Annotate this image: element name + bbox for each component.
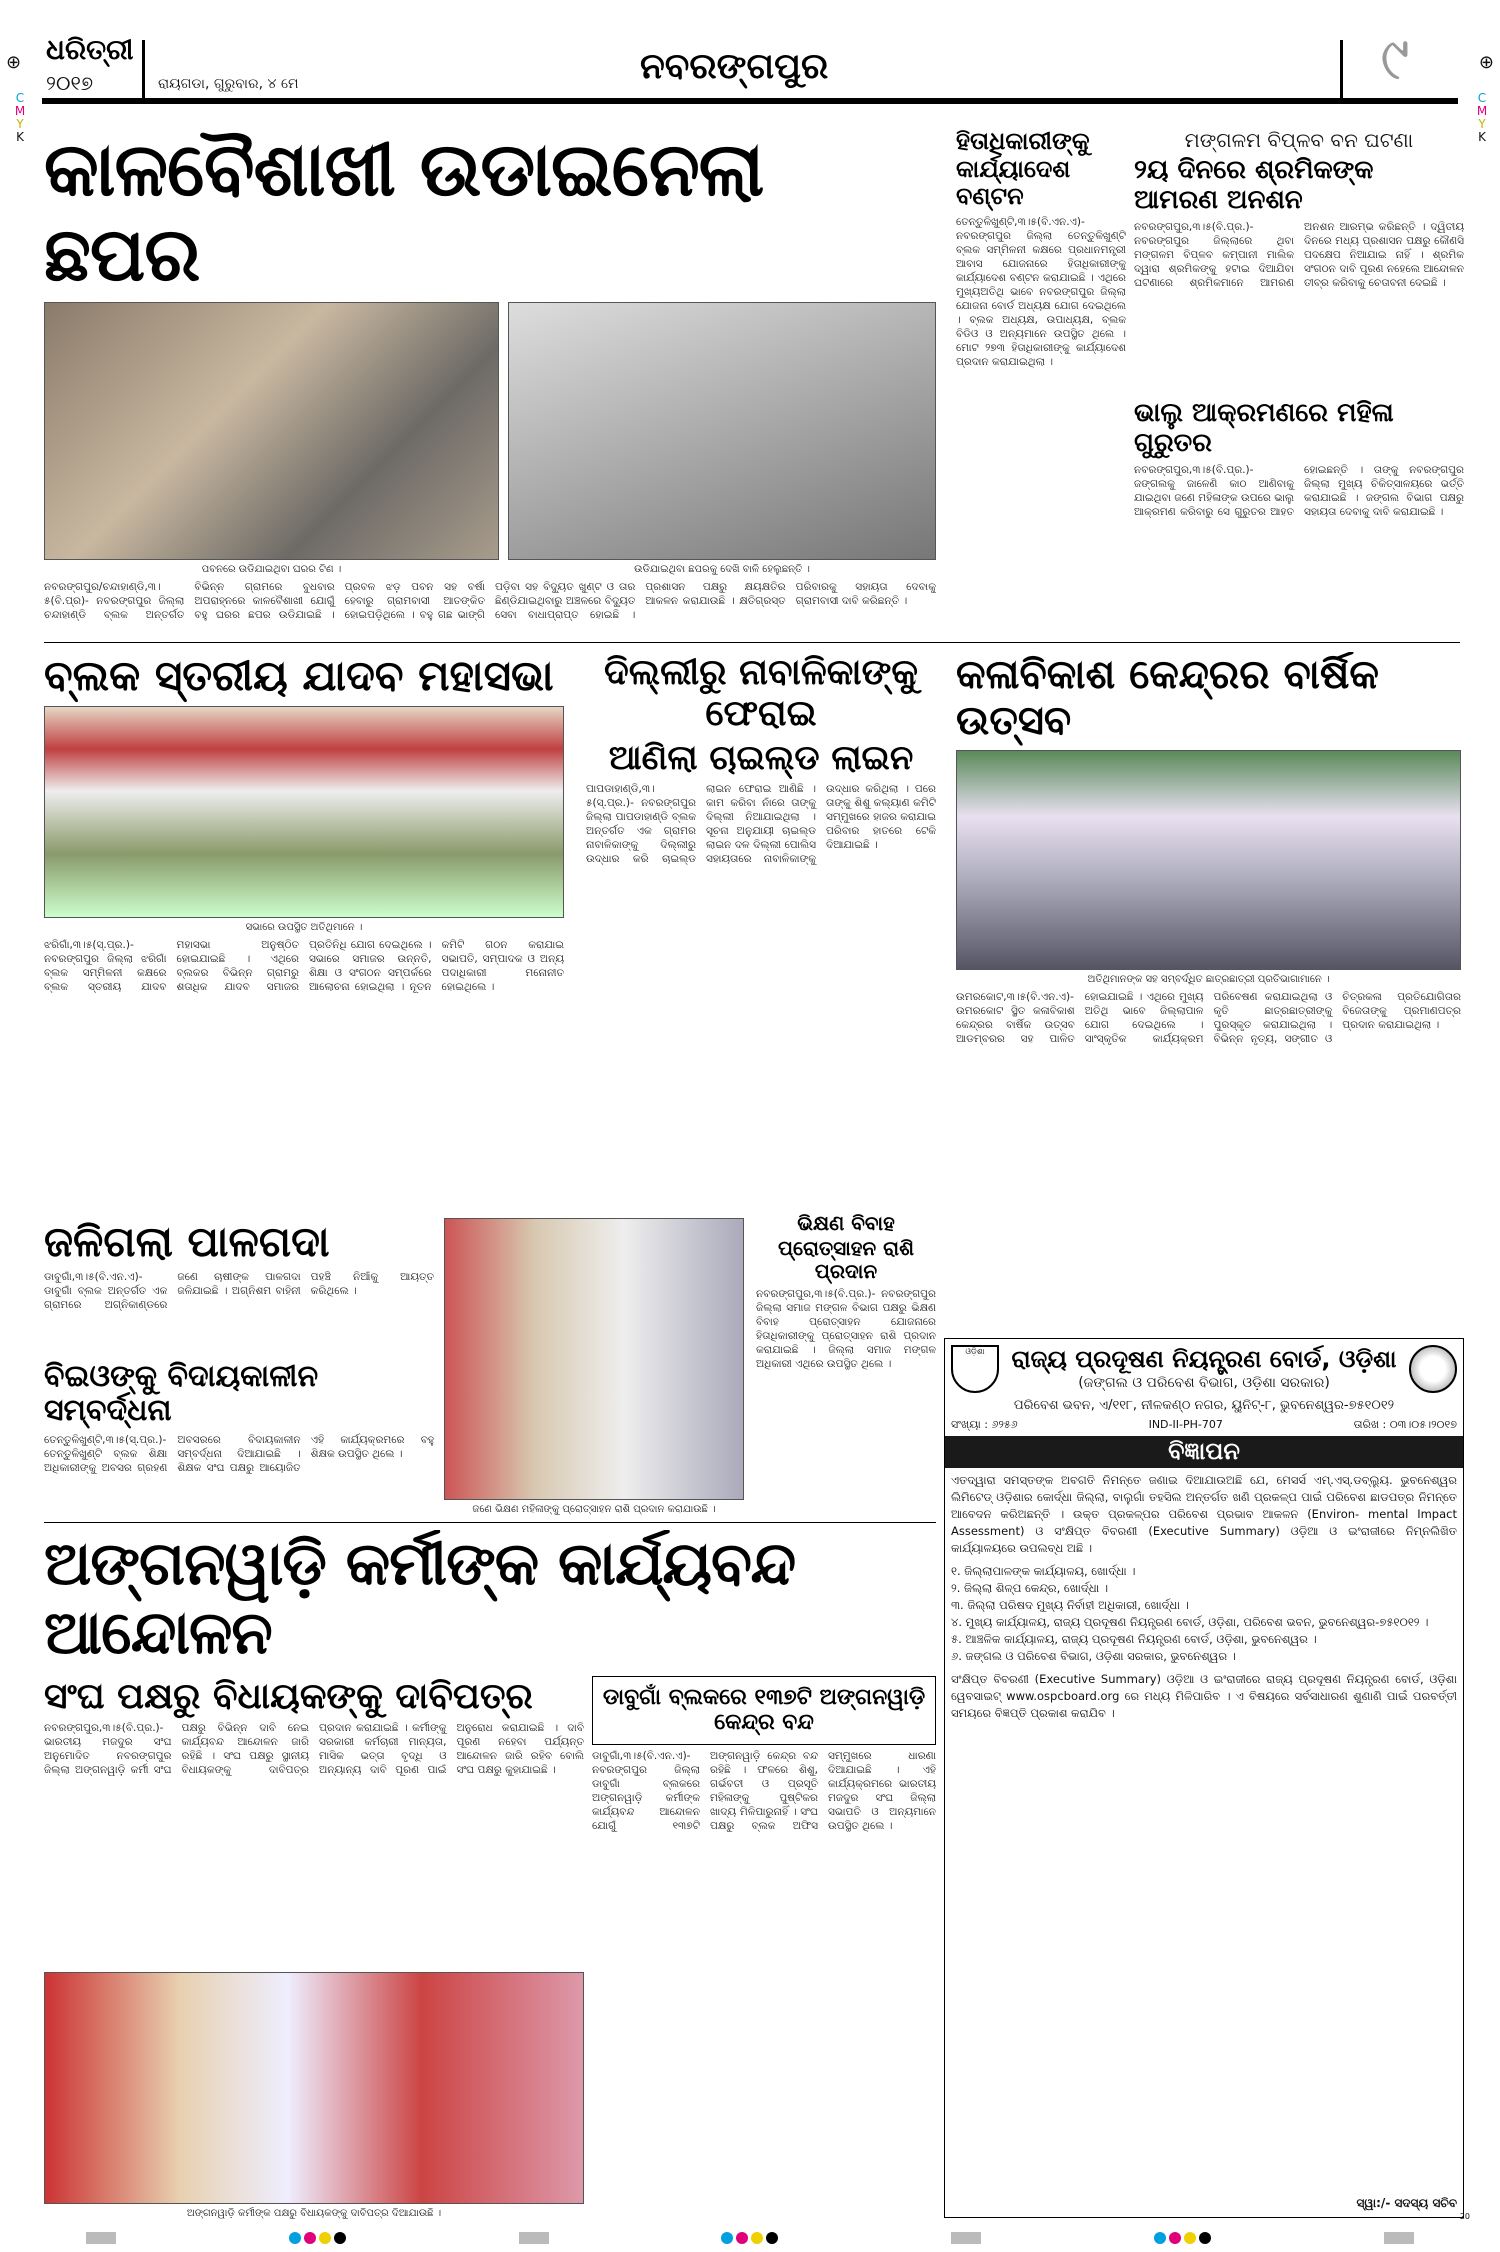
gray-patch: [519, 2232, 549, 2244]
article-disabled: [756, 1212, 936, 1516]
cmyk-strip: [14, 92, 26, 144]
caption: ଅଙ୍ଗନୱାଡ଼ି କର୍ମୀଙ୍କ ପକ୍ଷରୁ ବିଧାୟକଙ୍କୁ ଦାବିପତ୍ର ଦିଆଯାଉଛି ।: [186, 2208, 442, 2219]
article-childline: [586, 652, 936, 1212]
photo-house-interior: [508, 302, 936, 560]
article-body: ନବରଙ୍ଗପୁର,୩।୫(ବି.ପ୍ର.)- ନବରଙ୍ଗପୁର ଜିଲ୍ଲାରେ ଥିବା ମଙ୍ଗଳମ ବିପ୍ଳବ କମ୍ପାନୀ ମାଲିକ ଦ୍ୱାରା ଶ୍ରମିକଙ୍କୁ ହଟାଇ ଦିଆଯିବା ଘଟଣାରେ ଶ୍ରମିକମାନେ ଆମରଣ ଅନଶନ ଆରମ୍ଭ କରିଛନ୍ତି । ଦ୍ୱିତୀୟ ଦିନରେ ମଧ୍ୟ ପ୍ରଶାସନ ପକ୍ଷରୁ କୌଣସି ପଦକ୍ଷେପ ନିଆଯାଇ ନାହିଁ । ଶ୍ରମିକ ସଂଗଠନ ଦାବି ପୂରଣ ନହେଲେ ଆନ୍ଦୋଳନ ତୀବ୍ର କରିବାକୁ ଚେତାବନୀ ଦେଇଛି ।: [1134, 220, 1464, 289]
headline-kalabikash: କଳାବିକାଶ କେନ୍ଦ୍ରର ବାର୍ଷିକ ଉତ୍ସବ: [956, 652, 1379, 744]
pollution-board-ad: [944, 1338, 1464, 2218]
dateline: ରାୟଗଡା, ଗୁରୁବାର, ୪ ମେ: [158, 76, 299, 92]
article-dabugaon: [592, 1676, 936, 2220]
article-body: ଉମରକୋଟ,୩।୫(ବି.ଏନ.ଏ)- ଉମରକୋଟ ସ୍ଥିତ କଳାବିକାଶ କେନ୍ଦ୍ରର ବାର୍ଷିକ ଉତ୍ସବ ଆଡମ୍ବରର ସହ ପାଳିତ ହୋଇଯାଇଛି । ଏଥିରେ ମୁଖ୍ୟ ଅତିଥି ଭାବେ ଜିଲ୍ଲାପାଳ ଯୋଗ ଦେଇଥିଲେ । ସାଂସ୍କୃତିକ କାର୍ଯ୍ୟକ୍ରମ ପରିବେଷଣ କରାଯାଇଥିଲା ଓ କୃତି ଛାତ୍ରଛାତ୍ରୀଙ୍କୁ ପୁରସ୍କୃତ କରାଯାଇଥିଲା । ବିଭିନ୍ନ ନୃତ୍ୟ, ସଙ୍ଗୀତ ଓ ଚିତ୍ରକଳା ପ୍ରତିଯୋଗିତାର ବିଜେତାଙ୍କୁ ପ୍ରମାଣପତ୍ର ପ୍ରଦାନ କରାଯାଇଥିଲା ।: [956, 991, 1461, 1045]
headline-childline-1: ଦିଲ୍ଲୀରୁ ନାବାଳିକାଙ୍କୁ ଫେରାଇ: [604, 652, 918, 735]
list-item: ୧. ଜିଲ୍ଲାପାଳଙ୍କ କାର୍ଯ୍ୟାଳୟ, ଖୋର୍ଦ୍ଧା ।: [951, 1563, 1136, 1578]
ad-signature: ସ୍ୱା:/- ସଦସ୍ୟ ସଚିବ: [1356, 2196, 1457, 2210]
cmyk-m: M: [1476, 104, 1488, 118]
ad-org: ରାଜ୍ୟ ପ୍ରଦୂଷଣ ନିୟନ୍ତ୍ରଣ ବୋର୍ଡ, ଓଡ଼ିଶା: [1011, 1345, 1397, 1374]
article-fire-beo: [44, 1218, 434, 1516]
footer-page-number: 20: [1459, 2212, 1470, 2221]
article-yadav: [44, 652, 564, 1212]
article-body: ପାପଡାହାଣ୍ଡି,୩।୫(ସ୍.ପ୍ର.)- ନବରଙ୍ଗପୁର ଜିଲ୍ଲା ପାପଡାହାଣ୍ଡି ବ୍ଲକ ଅନ୍ତର୍ଗତ ଏକ ଗ୍ରାମର ନାବାଳିକାଙ୍କୁ ଦିଲ୍ଲୀରୁ ଉଦ୍ଧାର କରି ଚାଇଲ୍ଡ ଲାଇନ ଫେରାଇ ଆଣିଛି । କାମ କରିବା ନାଁରେ ତାଙ୍କୁ ଦିଲ୍ଲୀ ନିଆଯାଇଥିଲା । ସୂଚନା ଅନୁଯାୟୀ ଚାଇଲ୍ଡ ଲାଇନ ଦଳ ଦିଲ୍ଲୀ ପୋଲିସ ସହାୟତାରେ ନାବାଳିକାଙ୍କୁ ଉଦ୍ଧାର କରିଥିଲା । ପରେ ତାଙ୍କୁ ଶିଶୁ କଲ୍ୟାଣ କମିଟି ସମ୍ମୁଖରେ ହାଜର କରାଯାଇ ପରିବାର ହାତରେ ଟେକି ଦିଆଯାଇଛି ।: [586, 782, 936, 865]
gray-patch: [951, 2232, 981, 2244]
section-title: ନବରଙ୍ଗପୁର: [640, 46, 829, 87]
headline-bear-attack: ଭାଲୁ ଆକ୍ରମଣରେ ମହିଳା ଗୁରୁତର: [1134, 398, 1394, 458]
masthead-rule: [42, 98, 1458, 104]
photo-incentive-block: [444, 1218, 744, 1516]
headline-beo: ବିଇଓଙ୍କୁ ବିଦାୟକାଳୀନ ସମ୍ବର୍ଦ୍ଧନା: [44, 1358, 319, 1429]
caption: ଜଣେ ଭିକ୍ଷଣ ମହିଳାଙ୍କୁ ପ୍ରୋତ୍ସାହନ ରାଶି ପ୍ରଦାନ କରାଯାଉଛି ।: [472, 1504, 716, 1515]
headline-hunger-strike: ୨ୟ ଦିନରେ ଶ୍ରମିକଙ୍କ ଆମରଣ ଅନଶନ: [1134, 155, 1374, 215]
photo-memorandum: [44, 1972, 584, 2204]
article-body: ନବରଙ୍ଗପୁର,୩।୫(ବି.ପ୍ର.)- ନବରଙ୍ଗପୁର ଜିଲ୍ଲା ସମାଜ ମଙ୍ଗଳ ବିଭାଗ ପକ୍ଷରୁ ଭିକ୍ଷଣ ବିବାହ ପ୍ରୋତ୍ସାହନ ଯୋଜନାରେ ହିତାଧିକାରୀଙ୍କୁ ପ୍ରୋତ୍ସାହନ ରାଶି ପ୍ରଦାନ କରାଯାଇଛି । ଜିଲ୍ଲା ସମାଜ ମଙ୍ଗଳ ଅଧିକାରୀ ଏଥିରେ ଉପସ୍ଥିତ ଥିଲେ ।: [756, 1288, 936, 1370]
headline-fire: ଜଳିଗଲା ପାଳଗଦା: [44, 1218, 330, 1266]
page-number: ୯: [1380, 24, 1410, 94]
headline-disabled-2: ପ୍ରୋତ୍ସାହନ ରାଶି ପ୍ରଦାନ: [778, 1236, 914, 1283]
headline-yadav: ବ୍ଲକ ସ୍ତରୀୟ ଯାଦବ ମହାସଭା: [44, 652, 554, 700]
article-body: ତେନ୍ତୁଳିଖୁଣ୍ଟି,୩।୫(ବି.ଏନ.ଏ)- ନବରଙ୍ଗପୁର ଜିଲ୍ଲା ତେନ୍ତୁଳିଖୁଣ୍ଟି ବ୍ଲକ ସମ୍ମିଳନୀ କକ୍ଷରେ ପ୍ରଧାନମନ୍ତ୍ରୀ ଆବାସ ଯୋଜନାରେ ହିତାଧିକାରୀଙ୍କୁ କାର୍ଯ୍ୟାଦେଶ ବଣ୍ଟନ କରାଯାଇଛି । ଏଥିରେ ମୁଖ୍ୟଅତିଥି ଭାବେ ନବରଙ୍ଗପୁର ଜିଲ୍ଲା ଯୋଜନା ବୋର୍ଡ ଅଧ୍ୟକ୍ଷ ଯୋଗ ଦେଇଥିଲେ । ବ୍ଲକ ଅଧ୍ୟକ୍ଷ, ଉପାଧ୍ୟକ୍ଷ, ବ୍ଲକ ବିଡିଓ ଓ ଅନ୍ୟମାନେ ଉପସ୍ଥିତ ଥିଲେ । ମୋଟ ୨୭୩ ହିତାଧିକାରୀଙ୍କୁ କାର୍ଯ୍ୟାଦେଶ ପ୍ରଦାନ କରାଯାଇଥିଲା ।: [956, 215, 1126, 368]
article-anganwadi: [44, 1530, 936, 2220]
cmyk-dots: [289, 2232, 346, 2244]
list-item: ୪. ମୁଖ୍ୟ କାର୍ଯ୍ୟାଳୟ, ରାଜ୍ୟ ପ୍ରଦୂଷଣ ନିୟନ୍ତ୍ରଣ ବୋର୍ଡ, ଓଡ଼ିଶା, ପରିବେଶ ଭବନ, ଭୁବନେଶ୍ୱର-୭୫୧୦୧୨ ।: [951, 1614, 1429, 1629]
photo-meeting: [44, 706, 564, 918]
article-hunger-strike: [1134, 128, 1464, 636]
ad-dept: (ଜଙ୍ଗଲ ଓ ପରିବେଶ ବିଭାଗ, ଓଡ଼ିଶା ସରକାର): [1078, 1374, 1330, 1391]
article-body: ତେନ୍ତୁଳିଖୁଣ୍ଟି,୩।୫(ସ୍.ପ୍ର.)- ତେନ୍ତୁଳିଖୁଣ୍ଟି ବ୍ଲକ ଶିକ୍ଷା ଅଧିକାରୀଙ୍କୁ ଅବସର ଗ୍ରହଣ ଅବସରରେ ବିଦାୟକାଳୀନ ସମ୍ବର୍ଦ୍ଧନା ଦିଆଯାଇଛି । ଶିକ୍ଷକ ସଂଘ ପକ୍ଷରୁ ଆୟୋଜିତ ଏହି କାର୍ଯ୍ୟକ୍ରମରେ ବହୁ ଶିକ୍ଷକ ଉପସ୍ଥିତ ଥିଲେ ।: [44, 1433, 434, 1474]
anganwadi-columns: [44, 1676, 936, 2220]
ad-closing: ସଂକ୍ଷିପ୍ତ ବିବରଣୀ (Executive Summary) ଓଡ଼ିଆ ଓ ଇଂରାଜୀରେ ରାଜ୍ୟ ପ୍ରଦୂଷଣ ନିୟନ୍ତ୍ରଣ ବୋର୍ଡ, ଓଡ଼ିଶା ୱେବସାଇଟ୍ www.ospcboard.org ରେ ମଧ୍ୟ ମିଳିପାରିବ । ଏ ବିଷୟରେ ସର୍ବସାଧାରଣ ଶୁଣାଣି ପାଇଁ ପରବର୍ତ୍ତୀ ସମୟରେ ବିଜ୍ଞପ୍ତି ପ୍ରକାଶ କରାଯିବ ।: [951, 1671, 1457, 1720]
divider: [142, 40, 145, 98]
headline-storm: କାଳବୈଶାଖୀ ଉଡାଇନେଲା ଛପର: [44, 128, 764, 299]
cmyk-y: Y: [1478, 117, 1486, 131]
ad-number: ସଂଖ୍ୟା : ୬୨୫୬: [951, 1418, 1018, 1431]
emblem-text: ଓଡ଼ିଶା: [965, 1347, 985, 1356]
photo-row: [44, 302, 936, 560]
headline-memo: ସଂଘ ପକ୍ଷରୁ ବିଧାୟକଙ୍କୁ ଦାବିପତ୍ର: [44, 1676, 533, 1717]
registration-mark-icon: ⊕: [1478, 52, 1494, 73]
caption: ଉଡିଯାଇଥିବା ଛପରକୁ ଦେଖି ବାଳି ହେଲୁଛନ୍ତି ।: [634, 564, 810, 576]
list-item: ୩. ଜିଲ୍ଲା ପରିଷଦ ମୁଖ୍ୟ ନିର୍ବାହୀ ଅଧିକାରୀ, ଖୋର୍ଦ୍ଧା ।: [951, 1597, 1189, 1612]
ad-address: ପରିବେଶ ଭବନ, ଏ/୧୧୮, ନୀଳକଣ୍ଠ ନଗର, ୟୁନିଟ୍-୮, ଭୁବନେଶ୍ୱର-୭୫୧୦୧୨: [1013, 1398, 1395, 1413]
article-storm: [44, 128, 936, 636]
cmyk-dots: [1154, 2232, 1211, 2244]
headline-childline-2: ଆଣିଲା ଚାଇଲ୍ଡ ଲାଇନ: [608, 737, 914, 778]
ad-body: ଏତଦ୍ୱାରା ସମସ୍ତଙ୍କ ଅବଗତି ନିମନ୍ତେ ଜଣାଇ ଦିଆଯାଉଅଛି ଯେ, ମେସର୍ସ ଏମ୍.ଏସ୍.ଡବ୍ଲ୍ୟୁ. ଭୁବନେଶ୍ୱର ଲିମିଟେଡ୍ ଓଡ଼ିଶାର କୋର୍ଦ୍ଧା ଜିଲ୍ଲା, ବାଲୁଗାଁ ତହସିଲ ଅନ୍ତର୍ଗତ ଖଣି ପ୍ରକଳ୍ପ ପାଇଁ ପରିବେଶ ଛାଡପତ୍ର ନିମନ୍ତେ ଆବେଦନ କରିଅଛନ୍ତି । ଉକ୍ତ ପ୍ରକଳ୍ପର ପରିବେଶ ପ୍ରଭାବ ଆକଳନ (Environ- mental Impact Assessment) ଓ ସଂକ୍ଷିପ୍ତ ବିବରଣୀ (Executive Summary) ଓଡ଼ିଆ ଓ ଇଂରାଜୀରେ ନିମ୍ନଲିଖିତ କାର୍ଯ୍ୟାଳୟରେ ଉପଲବ୍ଧ ଅଛି ।: [951, 1472, 1457, 1555]
divider: [44, 1522, 936, 1523]
gray-patch: [1384, 2232, 1414, 2244]
list-item: ୫. ଆଞ୍ଚଳିକ କାର୍ଯ୍ୟାଳୟ, ରାଜ୍ୟ ପ୍ରଦୂଷଣ ନିୟନ୍ତ୍ରଣ ବୋର୍ଡ, ଓଡ଼ିଶା, ଭୁବନେଶ୍ୱର ।: [951, 1631, 1317, 1646]
headline-anganwadi: ଅଙ୍ଗନୱାଡ଼ି କର୍ମୀଙ୍କ କାର୍ଯ୍ୟବନ୍ଦ ଆନ୍ଦୋଳନ: [44, 1530, 796, 1668]
article-body: ନବରଙ୍ଗପୁର,୩।୫(ବି.ପ୍ର.)- ଜଙ୍ଗଲକୁ ଜାଳେଣି କାଠ ଆଣିବାକୁ ଯାଇଥିବା ଜଣେ ମହିଳାଙ୍କ ଉପରେ ଭାଲୁ ଆକ୍ରମଣ କରିବାରୁ ସେ ଗୁରୁତର ଆହତ ହୋଇଛନ୍ତି । ତାଙ୍କୁ ନବରଙ୍ଗପୁର ଜିଲ୍ଲା ମୁଖ୍ୟ ଚିକିତ୍ସାଳୟରେ ଭର୍ତ୍ତି କରାଯାଇଛି । ଜଙ୍ଗଲ ବିଭାଗ ପକ୍ଷରୁ ସହାୟତା ଦେବାକୁ ଦାବି କରାଯାଇଛି ।: [1134, 463, 1464, 518]
gray-patch: [86, 2232, 116, 2244]
caption: ସଭାରେ ଉପସ୍ଥିତ ଅତିଥିମାନେ ।: [245, 922, 363, 934]
ad-ref: IND-II-PH-707: [1148, 1418, 1223, 1431]
headline-dabugaon: ଡାବୁଗାଁ ବ୍ଲକରେ ୧୩୭ଟି ଅଙ୍ଗନୱାଡ଼ି କେନ୍ଦ୍ର ବନ୍ଦ: [592, 1676, 936, 1745]
registration-mark-icon: ⊕: [6, 52, 22, 73]
ad-office-list: [951, 1563, 1457, 1665]
photo-incentive: [444, 1218, 744, 1500]
cmyk-k: K: [16, 130, 24, 144]
article-body: ନବରଙ୍ଗପୁର/ଚନ୍ଦାହାଣ୍ଡି,୩।୫(ବି.ପ୍ର)- ନବରଙ୍ଗପୁର ଜିଲ୍ଲା ଚନ୍ଦାହାଣ୍ଡି ବ୍ଲକ ଅନ୍ତର୍ଗତ ବିଭିନ୍ନ ଗ୍ରାମରେ ବୁଧବାର ଅପରାହ୍ନରେ କାଳବୈଶାଖୀ ଯୋଗୁଁ ବହୁ ଘରର ଛପର ଉଡିଯାଇଛି । ପ୍ରବଳ ଝଡ଼ ପବନ ସହ ବର୍ଷା ହେବାରୁ ଗ୍ରାମବାସୀ ଆତଙ୍କିତ ହୋଇପଡ଼ିଥିଲେ । ବହୁ ଗଛ ଭାଙ୍ଗି ପଡ଼ିବା ସହ ବିଦ୍ୟୁତ ଖୁଣ୍ଟ ଓ ତାର ଛିଣ୍ଡିଯାଇଥିବାରୁ ଅଞ୍ଚଳରେ ବିଦ୍ୟୁତ ସେବା ବାଧାପ୍ରାପ୍ତ ହୋଇଛି । ପ୍ରଶାସନ ପକ୍ଷରୁ କ୍ଷୟକ୍ଷତିର ଆକଳନ କରାଯାଉଛି । କ୍ଷତିଗ୍ରସ୍ତ ପରିବାରକୁ ସହାୟତା ଦେବାକୁ ଗ୍ରାମବାସୀ ଦାବି କରିଛନ୍ତି ।: [44, 581, 936, 622]
ad-date: ତାରିଖ : ୦୩।୦୫।୨୦୧୭: [1353, 1418, 1457, 1431]
headline-disabled-1: ଭିକ୍ଷଣ ବିବାହ: [797, 1212, 895, 1235]
article-kalabikash: [956, 652, 1461, 1330]
headline-workorder: ହିତାଧିକାରୀଙ୍କୁ କାର୍ଯ୍ୟାଦେଶ ବଣ୍ଟନ: [956, 128, 1090, 211]
article-body: ଝରିଗାଁ,୩।୫(ସ୍.ପ୍ର.)- ନବରଙ୍ଗପୁର ଜିଲ୍ଲା ଝରିଗାଁ ବ୍ଲକ ସମ୍ମିଳନୀ କକ୍ଷରେ ବ୍ଲକ ସ୍ତରୀୟ ଯାଦବ ମହାସଭା ଅନୁଷ୍ଠିତ ହୋଇଯାଇଛି । ଏଥିରେ ବ୍ଲକର ବିଭିନ୍ନ ଗ୍ରାମରୁ ଶତାଧିକ ଯାଦବ ସମାଜର ପ୍ରତିନିଧି ଯୋଗ ଦେଇଥିଲେ । ସଭାରେ ସମାଜର ଉନ୍ନତି, ଶିକ୍ଷା ଓ ସଂଗଠନ ସମ୍ପର୍କରେ ଆଲୋଚନା ହୋଇଥିଲା । ନୂତନ କମିଟି ଗଠନ କରାଯାଇ ସଭାପତି, ସମ୍ପାଦକ ଓ ଅନ୍ୟ ପଦାଧିକାରୀ ମନୋନୀତ ହୋଇଥିଲେ ।: [44, 939, 564, 994]
cmyk-strip: [1476, 92, 1488, 144]
seal-icon: [1409, 1345, 1457, 1393]
list-item: ୬. ଜଙ୍ଗଲ ଓ ପରିବେଶ ବିଭାଗ, ଓଡ଼ିଶା ସରକାର, ଭୁବନେଶ୍ୱର ।: [951, 1648, 1236, 1663]
cmyk-dots: [721, 2232, 778, 2244]
divider: [1340, 40, 1343, 98]
article-body: ନବରଙ୍ଗପୁର,୩।୫(ବି.ପ୍ର.)- ଭାରତୀୟ ମଜଦୁର ସଂଘ ଅନୁମୋଦିତ ନବରଙ୍ଗପୁର ଜିଲ୍ଲା ଅଙ୍ଗନୱାଡ଼ି କର୍ମୀ ସଂଘ ପକ୍ଷରୁ ବିଭିନ୍ନ ଦାବି ନେଇ କାର୍ଯ୍ୟବନ୍ଦ ଆନ୍ଦୋଳନ ଜାରି ରହିଛି । ସଂଘ ପକ୍ଷରୁ ସ୍ଥାନୀୟ ବିଧାୟକଙ୍କୁ ଦାବିପତ୍ର ପ୍ରଦାନ କରାଯାଇଛି । କର୍ମୀଙ୍କୁ ସରକାରୀ କର୍ମଚାରୀ ମାନ୍ୟତା, ମାସିକ ଭତ୍ତା ବୃଦ୍ଧି ଓ ଅନ୍ୟାନ୍ୟ ଦାବି ପୂରଣ ପାଇଁ ଅନୁରୋଧ କରାଯାଇଛି । ଦାବି ପୂରଣ ନହେବା ପର୍ଯ୍ୟନ୍ତ ଆନ୍ଦୋଳନ ଜାରି ରହିବ ବୋଲି ସଂଘ ପକ୍ଷରୁ କୁହାଯାଇଛି ।: [44, 1722, 584, 1777]
photo-award-ceremony: [956, 750, 1461, 970]
cmyk-y: Y: [16, 117, 24, 131]
article-body: ଡାବୁଗାଁ,୩।୫(ବି.ଏନ.ଏ)- ନବରଙ୍ଗପୁର ଜିଲ୍ଲା ଡାବୁଗାଁ ବ୍ଲକରେ ଅଙ୍ଗନୱାଡ଼ି କର୍ମୀଙ୍କ କାର୍ଯ୍ୟବନ୍ଦ ଆନ୍ଦୋଳନ ଯୋଗୁଁ ୧୩୭ଟି ଅଙ୍ଗନୱାଡ଼ି କେନ୍ଦ୍ର ବନ୍ଦ ରହିଛି । ଫଳରେ ଶିଶୁ, ଗର୍ଭବତୀ ଓ ପ୍ରସୂତି ମହିଳାଙ୍କୁ ପୁଷ୍ଟିକର ଖାଦ୍ୟ ମିଳିପାରୁନାହିଁ । ସଂଘ ପକ୍ଷରୁ ବ୍ଲକ ଅଫିସ ସମ୍ମୁଖରେ ଧାରଣା ଦିଆଯାଇଛି । ଏହି କାର୍ଯ୍ୟକ୍ରମରେ ଭାରତୀୟ ମଜଦୁର ସଂଘ ଜିଲ୍ଲା ସଭାପତି ଓ ଅନ୍ୟମାନେ ଉପସ୍ଥିତ ଥିଲେ ।: [592, 1749, 936, 1832]
article-memo: [44, 1676, 584, 2220]
caption: ପବନରେ ଉଡିଯାଇଥିବା ଘରର ଟିଣ ।: [201, 564, 342, 576]
divider: [44, 642, 1460, 643]
caption: ଅତିଥିମାନଙ୍କ ସହ ସମ୍ବର୍ଦ୍ଧିତ ଛାତ୍ରଛାତ୍ରୀ ପ୍ରତିଭାଗାମାନେ ।: [1087, 974, 1330, 985]
kicker: ମଙ୍ଗଳମ ବିପ୍ଳବ ବନ ଘଟଣା: [1184, 128, 1414, 152]
masthead-year: ୨୦୧୭: [46, 71, 94, 95]
cmyk-m: M: [14, 104, 26, 118]
cmyk-c: C: [1477, 91, 1487, 105]
ad-content: [951, 1472, 1457, 2191]
ad-title: ବିଜ୍ଞାପନ: [945, 1436, 1463, 1468]
caption-row: [44, 560, 936, 576]
article-workorder: [956, 128, 1126, 636]
masthead-logo: ଧରିତ୍ରୀ: [46, 33, 134, 66]
cmyk-k: K: [1478, 130, 1486, 144]
list-item: ୨. ଜିଲ୍ଲା ଶିଳ୍ପ କେନ୍ଦ୍ର, ଖୋର୍ଦ୍ଧା ।: [951, 1580, 1109, 1595]
cmyk-c: C: [15, 91, 25, 105]
emblem-icon: [951, 1345, 999, 1393]
print-color-bar: [0, 2226, 1500, 2250]
photo-damaged-roof: [44, 302, 499, 560]
article-body: ଡାବୁଗାଁ,୩।୫(ବି.ଏନ.ଏ)- ଡାବୁଗାଁ ବ୍ଲକ ଅନ୍ତର୍ଗତ ଏକ ଗ୍ରାମରେ ଅଗ୍ନିକାଣ୍ଡରେ ଜଣେ ଚାଷୀଙ୍କ ପାଳଗଦା ଜଳିଯାଇଛି । ଅଗ୍ନିଶମ ବାହିନୀ ପହଞ୍ଚି ନିଆଁକୁ ଆୟତ୍ତ କରିଥିଲେ ।: [44, 1271, 434, 1312]
